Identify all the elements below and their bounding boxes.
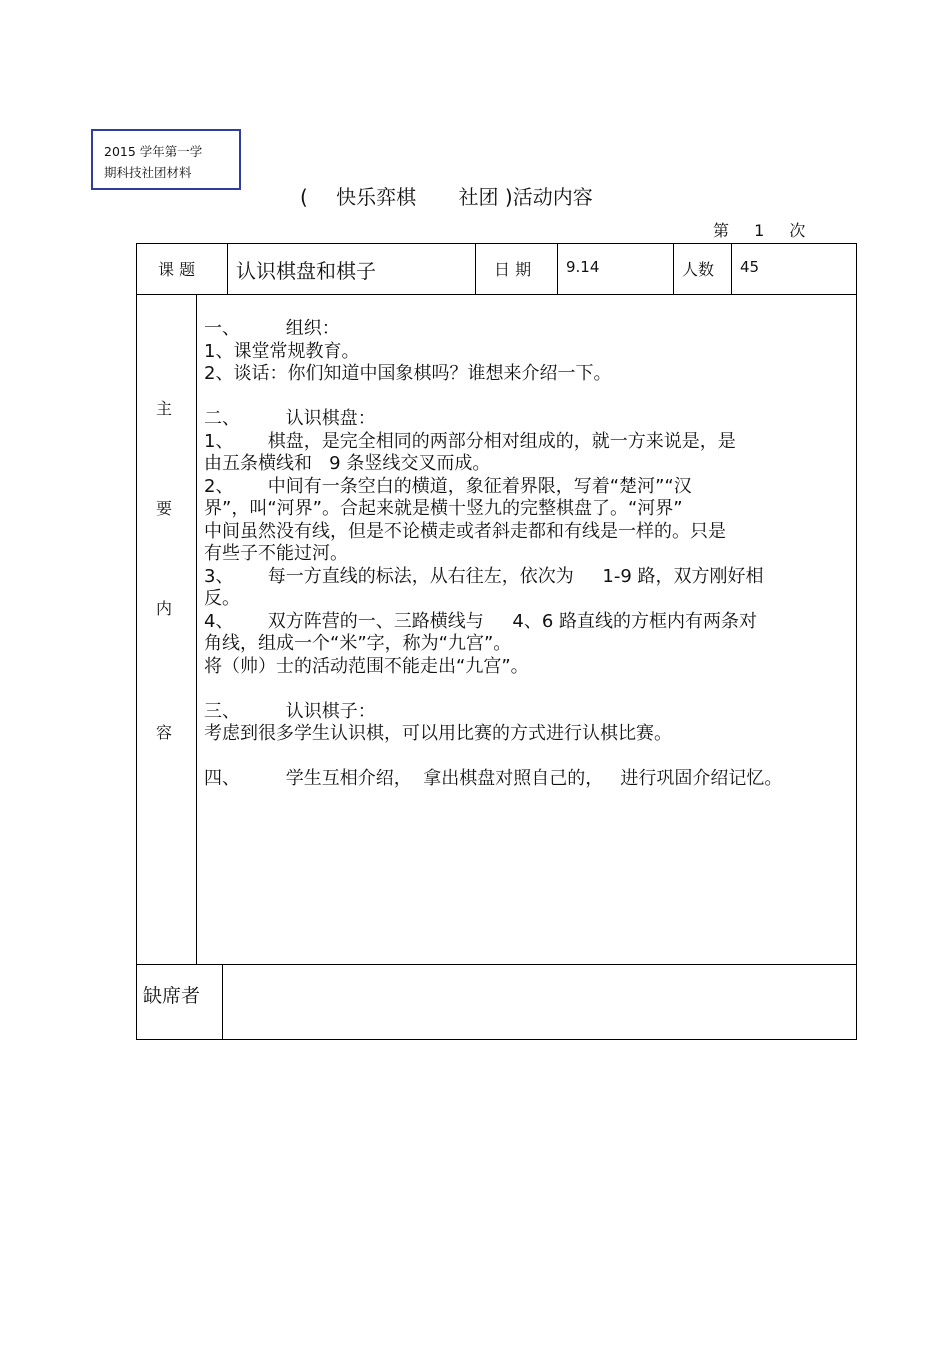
content-line: 4、 双方阵营的一、三路横线与 4、6 路直线的方框内有两条对 bbox=[204, 610, 758, 632]
topic-value: 认识棋盘和棋子 bbox=[236, 259, 376, 283]
table-border-top bbox=[136, 243, 857, 244]
content-line: 将（帅）士的活动范围不能走出“九宫”。 bbox=[204, 655, 529, 677]
absent-label: 缺席者 bbox=[143, 985, 201, 1007]
session-number: 1 bbox=[754, 221, 765, 240]
content-line: 一、 组织： bbox=[204, 318, 340, 339]
content-line: 角线，组成一个“米”字，称为“九宫”。 bbox=[204, 633, 512, 654]
people-label: 人数 bbox=[682, 260, 715, 279]
topic-label: 课 题 bbox=[158, 260, 196, 279]
date-label: 日 期 bbox=[494, 260, 532, 279]
content-line: 四、 学生互相介绍， 拿出棋盘对照自己的， 进行巩固介绍记忆。 bbox=[204, 768, 783, 789]
content-line: 2、谈话：你们知道中国象棋吗？谁想来介绍一下。 bbox=[204, 363, 612, 384]
content-line: 1、课堂常规教育。 bbox=[204, 340, 360, 362]
main-content bbox=[204, 318, 782, 791]
session-count bbox=[713, 218, 805, 241]
table-border-bottom bbox=[136, 1039, 857, 1040]
session-suffix: 次 bbox=[789, 221, 806, 240]
content-line: 反。 bbox=[204, 588, 240, 609]
main-label-char-4: 容 bbox=[156, 723, 173, 742]
people-value: 45 bbox=[740, 258, 760, 276]
date-value: 9.14 bbox=[566, 258, 600, 276]
main-label-char-2: 要 bbox=[156, 499, 173, 518]
content-line: 由五条横线和 9 条竖线交叉而成。 bbox=[204, 453, 491, 474]
content-line: 有些子不能过河。 bbox=[204, 543, 348, 564]
semester-box bbox=[91, 129, 241, 190]
table-divider-main bbox=[196, 294, 197, 965]
content-line: 考虑到很多学生认识棋，可以用比赛的方式进行认棋比赛。 bbox=[204, 723, 672, 744]
table-border-content-bottom bbox=[136, 964, 857, 965]
table-border-right bbox=[856, 243, 857, 1040]
table-border-header-bottom bbox=[136, 294, 857, 295]
table-divider-people-label bbox=[673, 243, 674, 295]
content-line: 3、 每一方直线的标法，从右往左，依次为 1-9 路，双方刚好相 bbox=[204, 565, 764, 587]
content-line: 中间虽然没有线，但是不论横走或者斜走都和有线是一样的。只是 bbox=[204, 520, 726, 542]
content-line: 界”，叫“河界”。合起来就是横十竖九的完整棋盘了。“河界” bbox=[204, 498, 683, 519]
content-line bbox=[204, 386, 782, 409]
title-club-name: 快乐弈棋 bbox=[336, 185, 417, 209]
content-line: 1、 棋盘，是完全相同的两部分相对组成的，就一方来说是，是 bbox=[204, 430, 736, 452]
table-divider-absent bbox=[222, 964, 223, 1040]
semester-line-2: 期科技社团材料 bbox=[104, 165, 192, 180]
main-label-char-3: 内 bbox=[156, 599, 173, 618]
title-open-paren: ( bbox=[300, 185, 308, 209]
page-title bbox=[300, 181, 593, 210]
content-line: 2、 中间有一条空白的横道，象征着界限，写着“楚河”“汉 bbox=[204, 475, 692, 497]
table-divider-date-value bbox=[557, 243, 558, 295]
main-label-char-1: 主 bbox=[156, 399, 173, 418]
table-border-left bbox=[136, 243, 137, 1040]
title-suffix: 社团 )活动内容 bbox=[458, 185, 593, 209]
content-line: 三、 认识棋子： bbox=[204, 700, 376, 722]
table-divider-date-label bbox=[475, 243, 476, 295]
semester-line-1: 2015 学年第一学 bbox=[104, 144, 203, 159]
table-divider-people-value bbox=[731, 243, 732, 295]
content-line bbox=[204, 746, 782, 769]
table-divider-topic bbox=[227, 243, 228, 295]
content-line bbox=[204, 678, 782, 701]
content-line: 二、 认识棋盘： bbox=[204, 408, 376, 429]
session-prefix: 第 bbox=[713, 221, 730, 240]
